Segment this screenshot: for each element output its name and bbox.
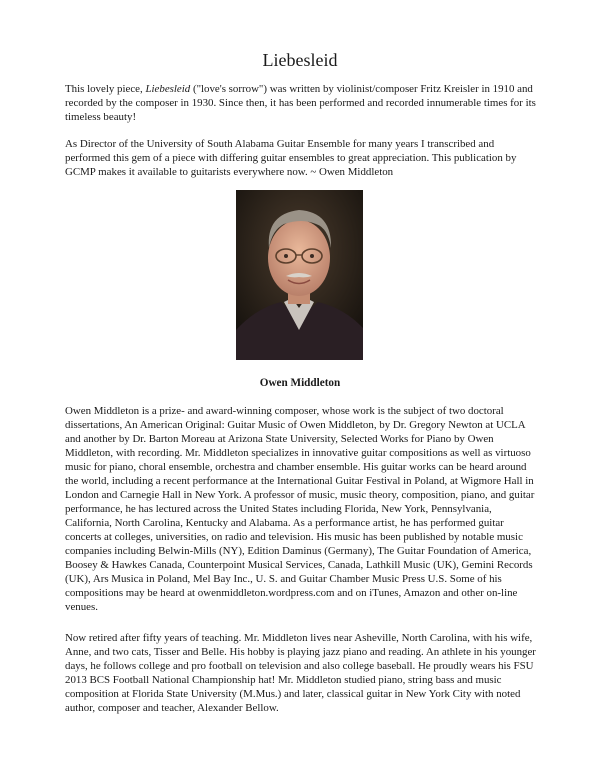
photo-caption: Owen Middleton <box>259 377 341 389</box>
page-title: Liebesleid <box>262 50 338 70</box>
intro-paragraph <box>65 82 540 124</box>
intro-text-start: This lovely piece, <box>65 83 146 95</box>
biography-paragraph: Owen Middleton is a prize- and award-winning composer, whose work is the subject of two doctoral dissertations, An American Original: Guitar Music of Owen Middleton, by Dr. Gregory Newton at UCLA and another by Dr. Barton Moreau at Arizona State University, Selected Works for Piano by Owen Middleton, with recording. Mr. Middleton specializes in innovative guitar compositions as well as virtuoso music for piano, choral ensemble, orchestra and chamber ensemble. His guitar works can be heard around the world, including a recent performance at the International Guitar Festival in Poland, at Wigmore Hall in London and Carnegie Hall in New York. A professor of music, music theory, composition, piano, and guitar performance, he has lectured across the United States including Florida, New York, Pennsylvania, California, North Carolina, Kentucky and Alabama. As a performance artist, he has performed guitar concerts at colleges, universities, on radio and television. His music has been published by notable music companies including Belwin-Mills (NY), Edition Daminus (Germany), The Guitar Foundation of America, Boosey & Hawkes Canada, Counterpoint Musical Services, Canada, Lathkill Music (UK), Gemini Records (UK), Ars Musica in Poland, Mel Bay Inc., U. S. and Guitar Chamber Music Press U.S. Some of his compositions may be heard at owenmiddleton.wordpress.com and on iTunes, Amazon and other on-line venues. <box>65 405 535 613</box>
intro-text-end: ("love's sorrow") was written by violinist/composer Fritz Kreisler in 1910 and recorded by the composer in 1930. Since then, it has been performed and recorded innumerable times for its timeless beauty! <box>65 83 536 123</box>
retirement-paragraph: Now retired after fifty years of teaching. Mr. Middleton lives near Asheville, North Carolina, with his wife, Anne, and two cats, Tisser and Belle. His hobby is playing jazz piano and reading. An athlete in his younger days, he follows college and pro football on television and also college baseball. He proudly wears his FSU 2013 BCS Football National Championship hat! Mr. Middleton studied piano, string bass and music composition at Florida State University (M.Mus.) and later, classical guitar in New York City with noted author, composer and teacher, Alexander Bellow. <box>65 632 536 714</box>
director-note-paragraph: As Director of the University of South Alabama Guitar Ensemble for many years I transcribed and performed this gem of a piece with differing guitar ensembles to great appreciation. This publication by GCMP makes it available to guitarists everywhere now. ~ Owen Middleton <box>65 138 517 178</box>
piece-title-italic: Liebesleid <box>145 83 191 95</box>
composer-portrait-photo <box>236 190 363 360</box>
portrait-illustration <box>236 190 363 360</box>
